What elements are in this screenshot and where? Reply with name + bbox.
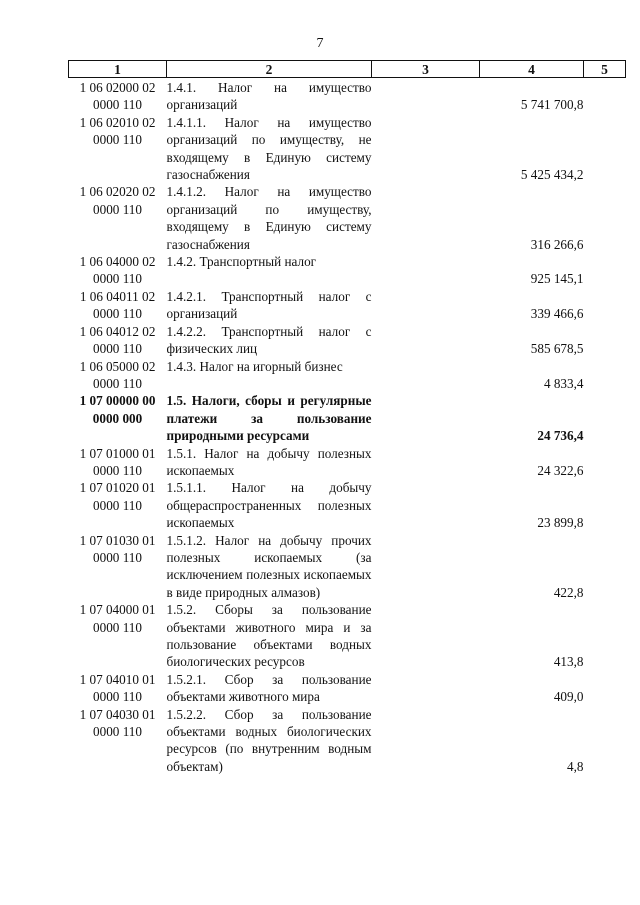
header-col-4: 4	[480, 61, 584, 78]
amount: 4 833,4	[543, 375, 584, 391]
item-name: 1.5.1.2. Налог на добычу прочих полезных ископаемых (за исключением полезных ископаемых в виде природных алмазов)	[166, 532, 372, 600]
amount: 409,0	[553, 689, 584, 705]
col5-value	[584, 479, 626, 531]
amount: 585 678,5	[530, 341, 584, 357]
item-name: 1.5. Налоги, сборы и регулярные платежи за пользование природными ресурсами	[166, 393, 372, 444]
table-body	[69, 78, 626, 776]
table-row	[69, 392, 626, 444]
col5-value	[584, 323, 626, 358]
amount: 925 145,1	[530, 271, 584, 287]
amount: 422,8	[553, 584, 584, 600]
col5-value	[584, 114, 626, 184]
amount: 339 466,6	[530, 306, 584, 322]
budget-code: 1 06 02000 02 0000 110	[79, 80, 156, 113]
item-name: 1.4.2. Транспортный налог	[166, 254, 317, 270]
table-row	[69, 445, 626, 480]
item-name: 1.4.1. Налог на имущество организаций	[166, 80, 372, 113]
col3-value	[372, 671, 480, 706]
col5-value	[584, 392, 626, 444]
table-row	[69, 323, 626, 358]
budget-code: 1 07 04000 01 0000 110	[79, 602, 156, 635]
col3-value	[372, 392, 480, 444]
item-name: 1.4.1.2. Налог на имущество организаций по имуществу, входящему в Единую систему газоснабжения	[166, 184, 372, 252]
item-name: 1.4.2.2. Транспортный налог с физических лиц	[166, 323, 372, 357]
col5-value	[584, 358, 626, 393]
col5-value	[584, 706, 626, 776]
item-name: 1.5.2.2. Сбор за пользование объектами водных биологических ресурсов (по внутренним водным объектам)	[166, 706, 372, 774]
item-name: 1.5.2. Сборы за пользование объектами животного мира и за пользование объектами водных биологических ресурсов	[166, 602, 372, 670]
col5-value	[584, 288, 626, 323]
item-name: 1.4.1.1. Налог на имущество организаций по имуществу, не входящему в Единую систему газоснабжения	[166, 114, 372, 183]
amount: 5 425 434,2	[520, 167, 584, 183]
col5-value	[584, 601, 626, 671]
budget-code: 1 06 04012 02 0000 110	[79, 323, 156, 357]
amount: 316 266,6	[530, 236, 584, 252]
table-row	[69, 601, 626, 671]
amount: 5 741 700,8	[520, 97, 584, 113]
amount: 24 736,4	[537, 428, 584, 444]
header-col-3: 3	[372, 61, 480, 78]
budget-code: 1 06 05000 02 0000 110	[79, 358, 156, 391]
budget-code: 1 07 01000 01 0000 110	[79, 445, 156, 478]
budget-code: 1 07 01030 01 0000 110	[79, 532, 156, 565]
amount: 413,8	[553, 654, 584, 670]
budget-code: 1 06 04000 02 0000 110	[79, 254, 156, 287]
table-header-row	[69, 61, 626, 78]
table-row	[69, 114, 626, 184]
table-row	[69, 479, 626, 531]
col3-value	[372, 479, 480, 531]
item-name: 1.5.2.1. Сбор за пользование объектами животного мира	[166, 671, 372, 705]
header-col-1: 1	[69, 61, 167, 78]
item-name: 1.4.3. Налог на игорный бизнес	[166, 358, 343, 374]
col3-value	[372, 253, 480, 288]
revenue-table	[68, 60, 626, 775]
item-name: 1.5.1.1. Налог на добычу общераспространенных полезных ископаемых	[166, 480, 372, 531]
col3-value	[372, 358, 480, 393]
col5-value	[584, 183, 626, 253]
amount: 23 899,8	[537, 515, 584, 531]
table-row	[69, 78, 626, 114]
col5-value	[584, 445, 626, 480]
budget-code: 1 07 04030 01 0000 110	[79, 706, 156, 740]
budget-code: 1 06 04011 02 0000 110	[79, 288, 156, 322]
table-row	[69, 253, 626, 288]
budget-code: 1 07 04010 01 0000 110	[79, 671, 156, 705]
col3-value	[372, 288, 480, 323]
col3-value	[372, 706, 480, 776]
table-row	[69, 183, 626, 253]
col3-value	[372, 445, 480, 480]
table-row	[69, 288, 626, 323]
table-row	[69, 358, 626, 393]
col3-value	[372, 78, 480, 114]
table-row	[69, 532, 626, 602]
col5-value	[584, 253, 626, 288]
budget-code: 1 07 01020 01 0000 110	[79, 480, 156, 513]
amount: 4,8	[567, 758, 584, 774]
col5-value	[584, 532, 626, 602]
col5-value	[584, 78, 626, 114]
col3-value	[372, 183, 480, 253]
col3-value	[372, 323, 480, 358]
item-name: 1.4.2.1. Транспортный налог с организаций	[166, 288, 372, 322]
item-name: 1.5.1. Налог на добычу полезных ископаемых	[166, 445, 372, 478]
budget-code: 1 07 00000 00 0000 000	[79, 393, 156, 426]
col3-value	[372, 532, 480, 602]
budget-code: 1 06 02020 02 0000 110	[79, 184, 156, 217]
table-row	[69, 706, 626, 776]
budget-code: 1 06 02010 02 0000 110	[79, 114, 156, 148]
col3-value	[372, 114, 480, 184]
col5-value	[584, 671, 626, 706]
table-row	[69, 671, 626, 706]
amount: 24 322,6	[537, 462, 584, 478]
page-number: 7	[316, 36, 324, 51]
col3-value	[372, 601, 480, 671]
header-col-5: 5	[584, 61, 626, 78]
header-col-2: 2	[167, 61, 372, 78]
